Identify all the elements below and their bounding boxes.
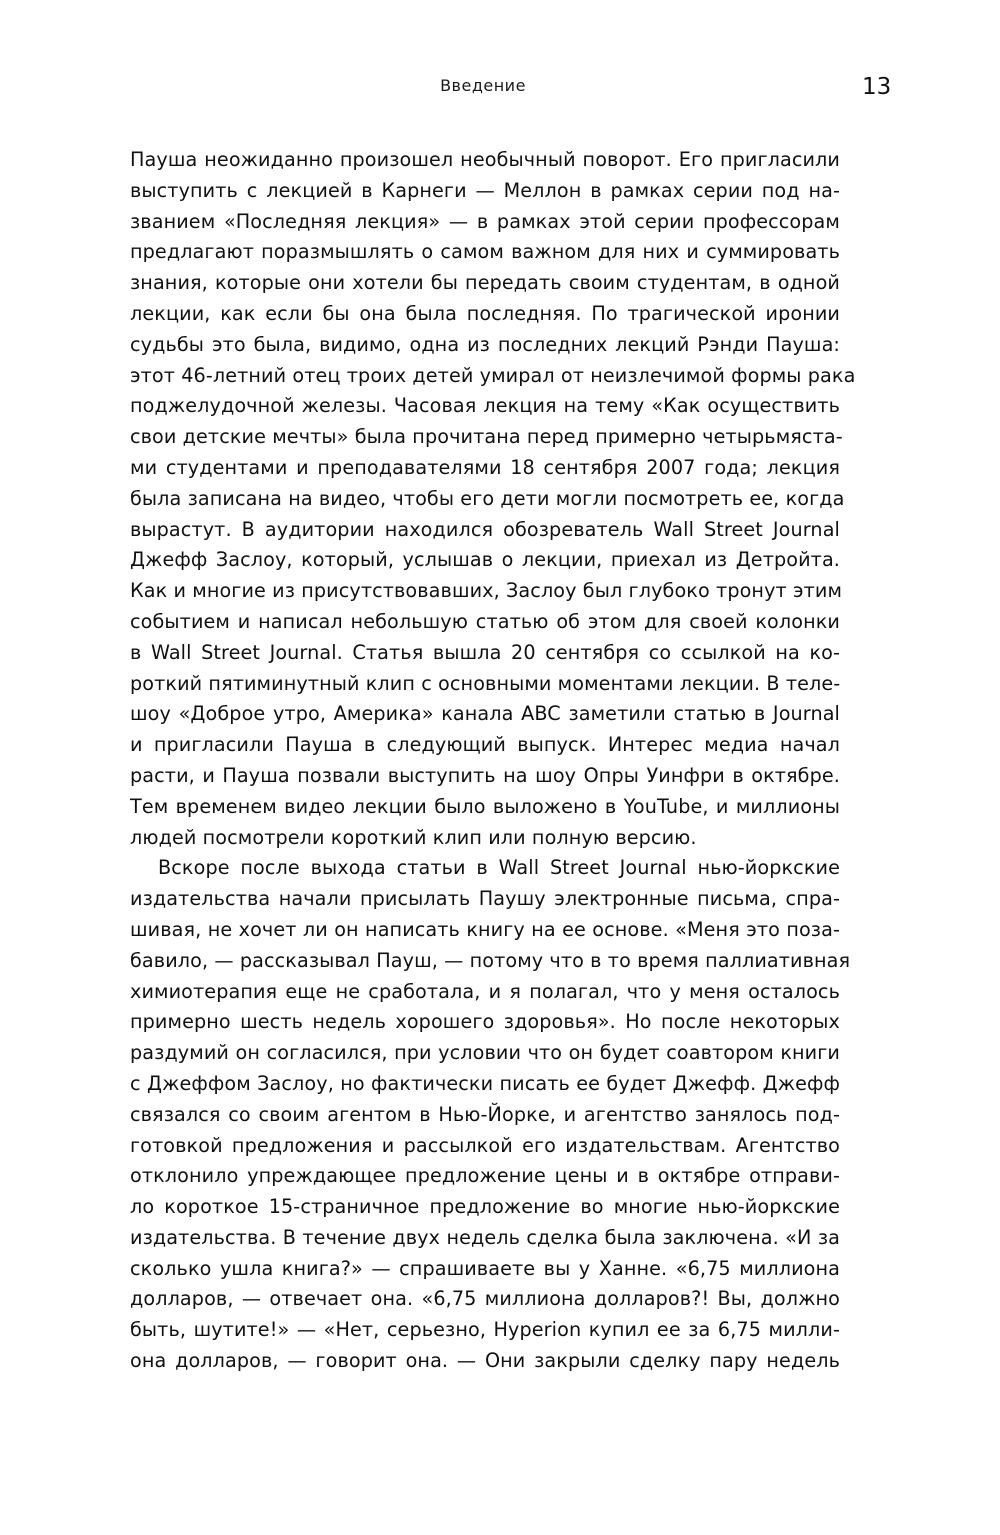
text-line: расти, и Пауша позвали выступить на шоу Опры Уинфри в октябре. (130, 763, 840, 787)
text-line: вырастут. В аудитории находился обозреватель Wall Street Journal (130, 517, 840, 541)
text-line: раздумий он согласился, при условии что он будет соавтором книги (130, 1041, 840, 1065)
text-line: примерно шесть недель хорошего здоровья». Но после некоторых (130, 1010, 840, 1034)
text-line: Вскоре после выхода статьи в Wall Street Journal нью-йоркские (158, 856, 840, 880)
page-number: 13 (862, 74, 892, 100)
text-line: судьбы это была, видимо, одна из последних лекций Рэнди Пауша: (130, 332, 840, 356)
text-line: предлагают поразмышлять о самом важном для них и суммировать (130, 240, 840, 264)
text-line: ми студентами и преподавателями 18 сентября 2007 года; лекция (130, 455, 840, 479)
text-line: связался со своим агентом в Нью-Йорке, и агентство занялось под- (130, 1102, 840, 1126)
text-line: Тем временем видео лекции было выложено в YouTube, и миллионы (130, 794, 840, 818)
text-line: людей посмотрели короткий клип или полную версию. (130, 825, 697, 849)
text-line: долларов, — отвечает она. «6,75 миллиона долларов?! Вы, должно (130, 1287, 840, 1311)
paragraph-2 (130, 853, 851, 1377)
text-line: лекции, как если бы она была последняя. По трагической иронии (130, 301, 840, 325)
text-line: быть, шутите!» — «Нет, серьезно, Hyperion купил ее за 6,75 милли- (130, 1318, 840, 1342)
text-line: знания, которые они хотели бы передать своим студентам, в одной (130, 271, 840, 295)
text-line: поджелудочной железы. Часовая лекция на тему «Как осуществить (130, 394, 840, 418)
text-line: событием и написал небольшую статью об этом для своей колонки (130, 609, 840, 633)
body-text (130, 145, 856, 1377)
text-line: издательства. В течение двух недель сделка была заключена. «И за (130, 1225, 840, 1249)
text-line: сколько ушла книга?» — спрашиваете вы у Ханне. «6,75 миллиона (130, 1256, 840, 1280)
text-line: Джефф Заслоу, который, услышав о лекции, приехал из Детройта. (130, 548, 840, 572)
text-line: в Wall Street Journal. Статья вышла 20 сентября со ссылкой на ко- (130, 640, 840, 664)
text-line: Пауша неожиданно произошел необычный поворот. Его пригласили (130, 148, 840, 171)
text-line: Как и многие из присутствовавших, Заслоу был глубоко тронут этим (130, 579, 843, 603)
text-line: издательства начали присылать Паушу электронные письма, спра- (130, 887, 840, 911)
text-line: отклонило упреждающее предложение цены и в октябре отправи- (130, 1164, 840, 1188)
text-line: шивая, не хочет ли он написать книгу на ее основе. «Меня это поза- (130, 917, 840, 941)
text-line: свои детские мечты» была прочитана перед примерно четырьмяста- (130, 425, 843, 449)
running-head: Введение (440, 76, 526, 95)
text-line: химиотерапия еще не сработала, и я полагал, что у меня осталось (130, 979, 840, 1003)
text-line: была записана на видео, чтобы его дети могли посмотреть ее, когда (130, 486, 845, 510)
text-line: и пригласили Пауша в следующий выпуск. Интерес медиа начал (130, 733, 840, 757)
text-line: бавило, — рассказывал Пауш, — потому что в то время паллиативная (130, 948, 851, 972)
text-line: ло короткое 15-страничное предложение во многие нью-йоркские (130, 1195, 840, 1219)
paragraph-1 (130, 145, 856, 853)
text-line: готовкой предложения и рассылкой его издательствам. Агентство (130, 1133, 840, 1157)
text-line: роткий пятиминутный клип с основными моментами лекции. В теле- (130, 671, 841, 695)
text-line: званием «Последняя лекция» — в рамках этой серии профессорам (130, 209, 840, 233)
text-line: с Джеффом Заслоу, но фактически писать ее будет Джефф. Джефф (130, 1071, 840, 1095)
text-line: она долларов, — говорит она. — Они закрыли сделку пару недель (130, 1349, 840, 1373)
text-line: шоу «Доброе утро, Америка» канала ABC заметили статью в Journal (130, 702, 840, 726)
text-line: выступить с лекцией в Карнеги — Меллон в рамках серии под на- (130, 178, 840, 202)
text-line: этот 46-летний отец троих детей умирал от неизлечимой формы рака (130, 363, 856, 387)
